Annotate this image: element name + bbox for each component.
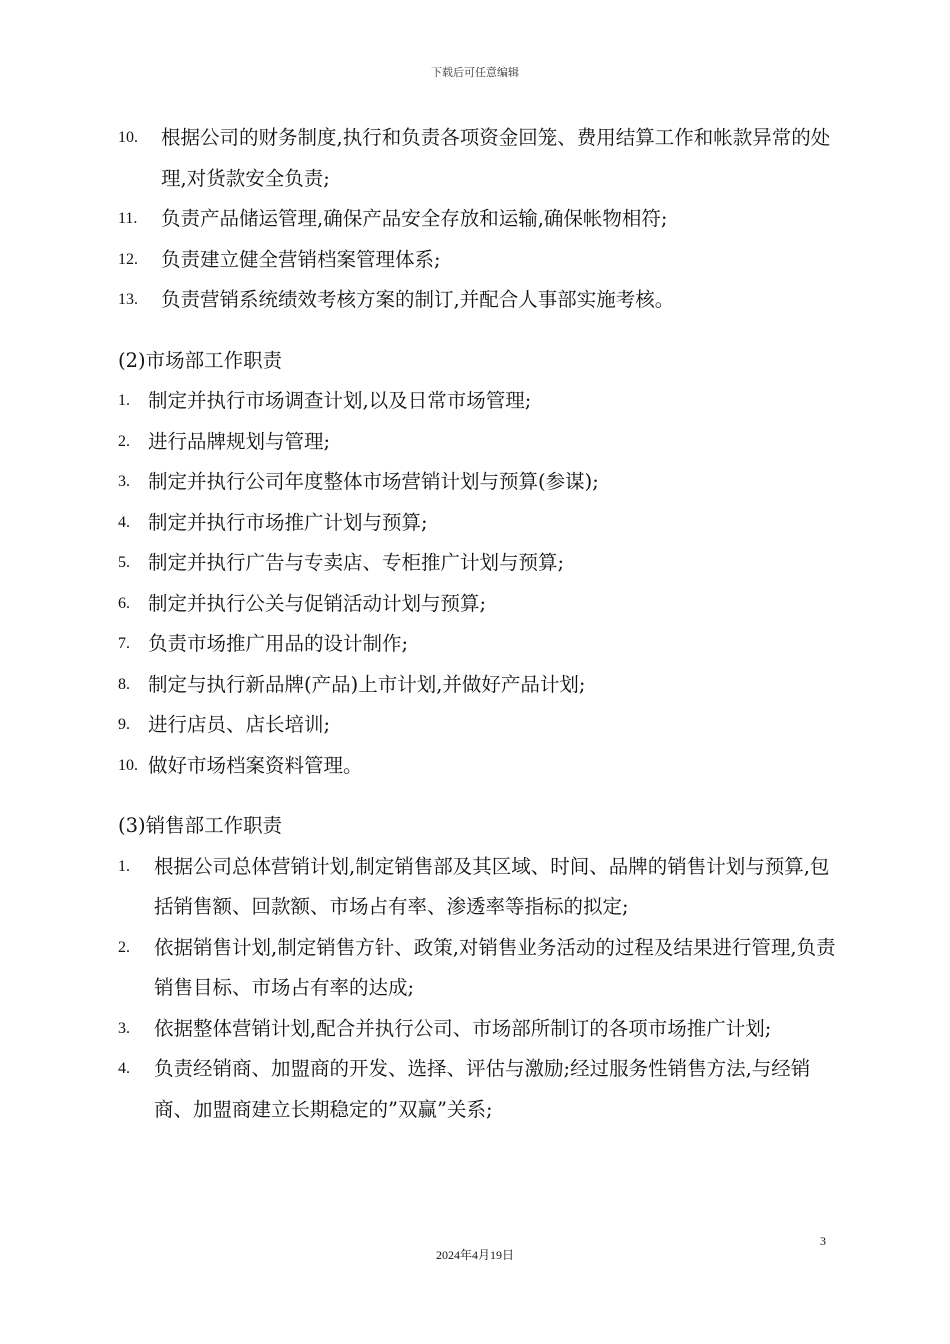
list-item [118, 847, 838, 928]
list-item [118, 746, 838, 787]
page-header: 下载后可任意编辑 [431, 66, 519, 79]
list-item [118, 624, 838, 665]
list-text: 制定与执行新品牌(产品)上市计划,并做好产品计划; [148, 672, 586, 696]
list-number: 3. [118, 473, 130, 490]
list-number: 10. [118, 129, 138, 146]
list-text: 进行品牌规划与管理; [148, 429, 331, 453]
list-item [118, 462, 838, 503]
list-item [118, 1009, 838, 1050]
list-text: 制定并执行市场调查计划,以及日常市场管理; [148, 389, 532, 412]
list-number: 7. [118, 635, 130, 652]
list-number: 11. [118, 210, 138, 227]
list-item [118, 503, 838, 544]
list-number: 4. [118, 1060, 130, 1077]
list-item [118, 422, 838, 463]
list-item [118, 118, 838, 199]
list-number: 2. [118, 432, 130, 450]
list-text: 负责建立健全营销档案管理体系; [161, 247, 441, 271]
list-number: 13. [118, 291, 138, 308]
list-text: 依据销售计划,制定销售方针、政策,对销售业务活动的过程及结果进行管理,负责销售目标、市场占有率的达成; [154, 935, 836, 999]
list-text: 负责营销系统绩效考核方案的制订,并配合人事部实施考核。 [161, 288, 675, 311]
list-text: 做好市场档案资料管理。 [148, 753, 363, 777]
list-number: 4. [118, 513, 130, 531]
list-item [118, 240, 838, 281]
list-number: 12. [118, 250, 138, 268]
list-item [118, 280, 838, 321]
list-text: 依据整体营销计划,配合并执行公司、市场部所制订的各项市场推广计划; [154, 1016, 772, 1040]
list-item [118, 665, 838, 706]
list-item [118, 199, 838, 240]
list-text: 负责市场推广用品的设计制作; [148, 632, 409, 655]
spacer [118, 786, 838, 806]
list-item [118, 543, 838, 584]
page-number: 3 [820, 1234, 826, 1248]
section-heading-market: (2)市场部工作职责 [118, 348, 283, 372]
spacer [118, 321, 838, 341]
list-text: 进行店员、店长培训; [148, 713, 331, 736]
list-text: 制定并执行公司年度整体市场营销计划与预算(参谋); [148, 470, 599, 493]
list-number: 2. [118, 938, 130, 956]
page-footer-date: 2024年4月19日 [435, 1248, 514, 1262]
list-number: 8. [118, 675, 130, 693]
list-item [118, 584, 838, 625]
list-text: 负责经销商、加盟商的开发、选择、评估与激励;经过服务性销售方法,与经销商、加盟商建立长期稳定的”双赢”关系; [154, 1057, 811, 1121]
list-item [118, 705, 838, 746]
list-number: 5. [118, 554, 130, 571]
list-text: 负责产品储运管理,确保产品安全存放和运输,确保帐物相符; [161, 207, 668, 230]
list-text: 制定并执行广告与专卖店、专柜推广计划与预算; [148, 551, 565, 574]
list-number: 1. [118, 857, 130, 875]
section-heading-sales: (3)销售部工作职责 [118, 814, 283, 837]
list-number: 3. [118, 1019, 130, 1037]
list-number: 6. [118, 594, 130, 612]
list-number: 9. [118, 716, 130, 733]
list-number: 1. [118, 392, 130, 409]
list-item [118, 928, 838, 1009]
list-item [118, 381, 838, 422]
list-text: 根据公司总体营销计划,制定销售部及其区域、时间、品牌的销售计划与预算,包括销售额、回款额、市场占有率、渗透率等指标的拟定; [154, 854, 830, 918]
list-text: 制定并执行公关与促销活动计划与预算; [148, 591, 487, 615]
document-body [118, 118, 838, 1130]
list-text: 制定并执行市场推广计划与预算; [148, 510, 428, 534]
list-text: 根据公司的财务制度,执行和负责各项资金回笼、费用结算工作和帐款异常的处理,对货款安全负责; [161, 126, 831, 190]
list-number: 10. [118, 756, 138, 774]
list-item [118, 1049, 838, 1130]
